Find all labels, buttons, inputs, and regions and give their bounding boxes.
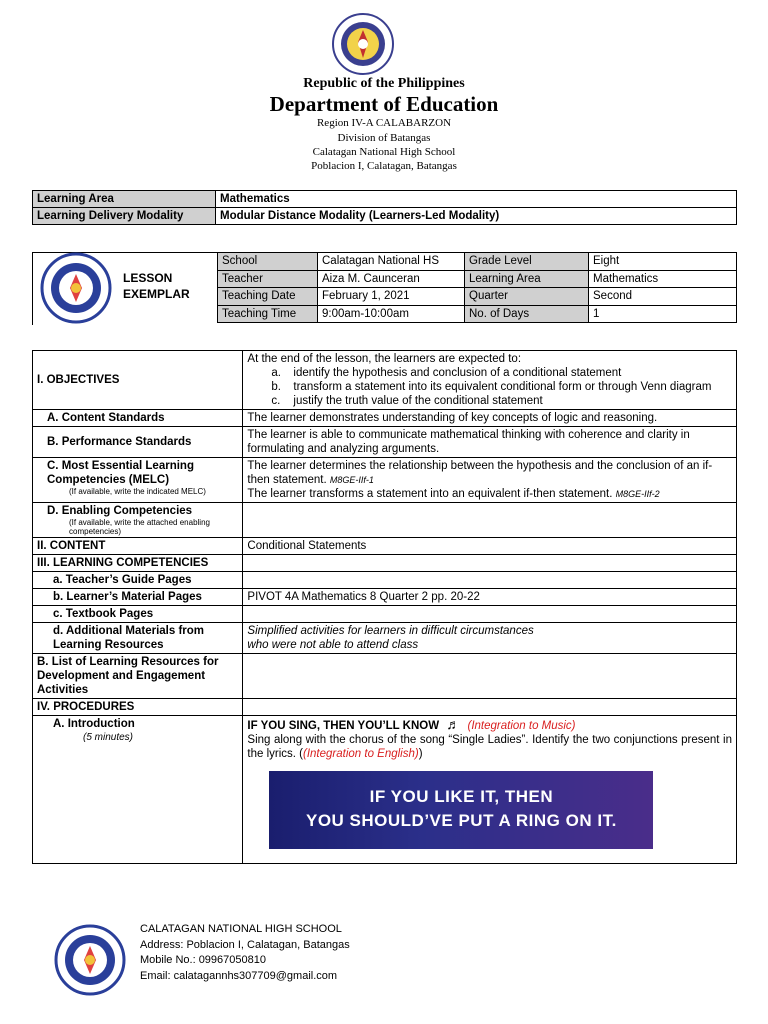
republic-heading: Republic of the Philippines xyxy=(303,76,465,91)
teaching-date-value: February 1, 2021 xyxy=(318,288,465,306)
table-row xyxy=(218,305,737,323)
table-row xyxy=(33,716,737,864)
list-item xyxy=(271,366,732,380)
melc-label-line2: Competencies (MELC) xyxy=(47,474,170,486)
table-row xyxy=(33,699,737,716)
footer-email: Email: calatagannhs307709@gmail.com xyxy=(140,969,338,982)
melc-code2: M8GE-IIf-2 xyxy=(615,489,660,499)
quarter-key: Quarter xyxy=(465,288,589,306)
performance-standards-label: B. Performance Standards xyxy=(33,427,243,458)
introduction-heading-text: IF YOU SING, THEN YOU’LL KNOW xyxy=(247,720,440,732)
table-row xyxy=(33,589,737,606)
music-note-icon: ♬ xyxy=(446,716,461,732)
lesson-info-table xyxy=(217,252,737,323)
school-key: School xyxy=(218,253,318,271)
days-value: 1 xyxy=(589,305,737,323)
introduction-title: A. Introduction xyxy=(53,718,135,730)
introduction-value xyxy=(243,716,737,864)
grade-level-key: Grade Level xyxy=(465,253,589,271)
modality-value: Modular Distance Modality (Learners-Led Modality) xyxy=(216,208,737,225)
textbook-value xyxy=(243,606,737,623)
additional-line1: Simplified activities for learners in difficult circumstances xyxy=(247,625,534,637)
learning-area-value: Mathematics xyxy=(216,191,737,208)
list-text: transform a statement into its equivalent conditional form or through Venn diagram xyxy=(293,381,712,393)
learning-area-label: Learning Area xyxy=(33,191,216,208)
school-value: Calatagan National HS xyxy=(318,253,465,271)
content-label: II. CONTENT xyxy=(33,538,243,555)
list-item xyxy=(271,380,732,394)
enabling-note: (If available, write the attached enabling competencies) xyxy=(69,518,210,536)
melc-value xyxy=(243,458,737,503)
list-marker: b. xyxy=(271,381,281,393)
footer-logo-icon xyxy=(52,922,128,998)
procedures-label: IV. PROCEDURES xyxy=(33,699,243,716)
school-line: Calatagan National High School xyxy=(312,146,456,158)
table-row xyxy=(33,351,737,410)
introduction-duration: (5 minutes) xyxy=(83,732,134,743)
performance-standards-value: The learner is able to communicate mathematical thinking with coherence and clarity in formulating and analyzing arguments. xyxy=(243,427,737,458)
additional-materials-label: d. Additional Materials from Learning Resources xyxy=(33,623,243,654)
table-row xyxy=(33,191,737,208)
table-row xyxy=(33,427,737,458)
learning-competencies-value xyxy=(243,555,737,572)
region-line: Region IV-A CALABARZON xyxy=(316,117,452,129)
table-row xyxy=(33,623,737,654)
objectives-cell xyxy=(243,351,737,410)
learning-area-key: Learning Area xyxy=(465,270,589,288)
footer-address: Address: Poblacion I, Calatagan, Batangas xyxy=(140,938,350,951)
table-row xyxy=(33,208,737,225)
enabling-value xyxy=(243,503,737,538)
teaching-time-value: 9:00am-10:00am xyxy=(318,305,465,323)
table-row xyxy=(33,503,737,538)
melc-note: (If available, write the indicated MELC) xyxy=(69,487,206,496)
calatagan-logo-icon xyxy=(38,250,114,326)
footer-school: CALATAGAN NATIONAL HIGH SCHOOL xyxy=(140,923,342,935)
integration-english: (Integration to English) xyxy=(303,748,419,760)
table-row xyxy=(218,270,737,288)
introduction-text-end: ) xyxy=(418,748,423,760)
list-resources-label: B. List of Learning Resources for Development and Engagement Activities xyxy=(33,654,243,699)
enabling-label xyxy=(33,503,243,538)
teaching-date-key: Teaching Date xyxy=(218,288,318,306)
table-row xyxy=(33,555,737,572)
table-row xyxy=(33,410,737,427)
teacher-value: Aiza M. Caunceran xyxy=(318,270,465,288)
introduction-label xyxy=(33,716,243,864)
quarter-value: Second xyxy=(589,288,737,306)
procedures-value xyxy=(243,699,737,716)
exemplar-word: EXEMPLAR xyxy=(123,287,190,301)
introduction-heading xyxy=(247,717,732,733)
table-row xyxy=(33,654,737,699)
integration-music: (Integration to Music) xyxy=(467,720,576,732)
content-standards-value: The learner demonstrates understanding of key concepts of logic and reasoning. xyxy=(243,410,737,427)
teachers-guide-value xyxy=(243,572,737,589)
enabling-title: D. Enabling Competencies xyxy=(47,505,193,517)
lesson-exemplar-label xyxy=(123,270,190,302)
learners-material-value: PIVOT 4A Mathematics 8 Quarter 2 pp. 20-22 xyxy=(243,589,737,606)
objectives-list xyxy=(247,366,732,408)
list-text: justify the truth value of the conditional statement xyxy=(293,395,543,407)
deped-seal-icon xyxy=(318,12,408,76)
additional-materials-value xyxy=(243,623,737,654)
department-heading: Department of Education xyxy=(269,92,499,116)
table-row xyxy=(218,288,737,306)
melc-label xyxy=(33,458,243,503)
list-item xyxy=(271,394,732,408)
list-marker: a. xyxy=(271,367,281,379)
learners-material-label: b. Learner’s Material Pages xyxy=(33,589,243,606)
footer-mobile: Mobile No.: 09967050810 xyxy=(140,954,266,966)
teachers-guide-label: a. Teacher’s Guide Pages xyxy=(33,572,243,589)
melc-code1: M8GE-IIf-1 xyxy=(329,475,374,485)
table-row xyxy=(33,572,737,589)
melc-label-line1: C. Most Essential Learning xyxy=(47,460,194,472)
melc-line1: The learner determines the relationship between the hypothesis and the conclusion of an if-then statement. xyxy=(247,460,713,486)
teacher-key: Teacher xyxy=(218,270,318,288)
list-marker: c. xyxy=(271,395,281,407)
footer-contact xyxy=(140,922,350,984)
lyrics-banner xyxy=(269,771,653,849)
learning-area-table xyxy=(32,190,737,225)
objectives-intro: At the end of the lesson, the learners are expected to: xyxy=(247,353,522,365)
learning-area-value2: Mathematics xyxy=(589,270,737,288)
teaching-time-key: Teaching Time xyxy=(218,305,318,323)
banner-line2: YOU SHOULD’VE PUT A RING ON IT. xyxy=(305,811,617,830)
list-text: identify the hypothesis and conclusion of a conditional statement xyxy=(293,367,622,379)
table-row xyxy=(33,458,737,503)
banner-line1: IF YOU LIKE IT, THEN xyxy=(369,787,554,806)
learning-competencies-label: III. LEARNING COMPETENCIES xyxy=(33,555,243,572)
table-row xyxy=(33,606,737,623)
additional-line2: who were not able to attend class xyxy=(247,639,419,651)
modality-label: Learning Delivery Modality xyxy=(33,208,216,225)
introduction-text: Sing along with the chorus of the song “Single Ladies”. Identify the two conjunctions present in the lyrics. ( xyxy=(247,734,732,760)
textbook-label: c. Textbook Pages xyxy=(33,606,243,623)
introduction-instructions xyxy=(247,733,732,761)
address-line: Poblacion I, Calatagan, Batangas xyxy=(311,160,457,172)
table-row xyxy=(218,253,737,271)
melc-line2: The learner transforms a statement into an equivalent if-then statement. xyxy=(247,488,613,500)
objectives-label: I. OBJECTIVES xyxy=(33,351,243,410)
division-line: Division of Batangas xyxy=(337,132,431,144)
list-resources-value xyxy=(243,654,737,699)
content-value: Conditional Statements xyxy=(243,538,737,555)
content-standards-label: A. Content Standards xyxy=(33,410,243,427)
lesson-plan-table xyxy=(32,350,737,864)
lesson-word: LESSON xyxy=(123,271,173,285)
days-key: No. of Days xyxy=(465,305,589,323)
table-row xyxy=(33,538,737,555)
grade-level-value: Eight xyxy=(589,253,737,271)
